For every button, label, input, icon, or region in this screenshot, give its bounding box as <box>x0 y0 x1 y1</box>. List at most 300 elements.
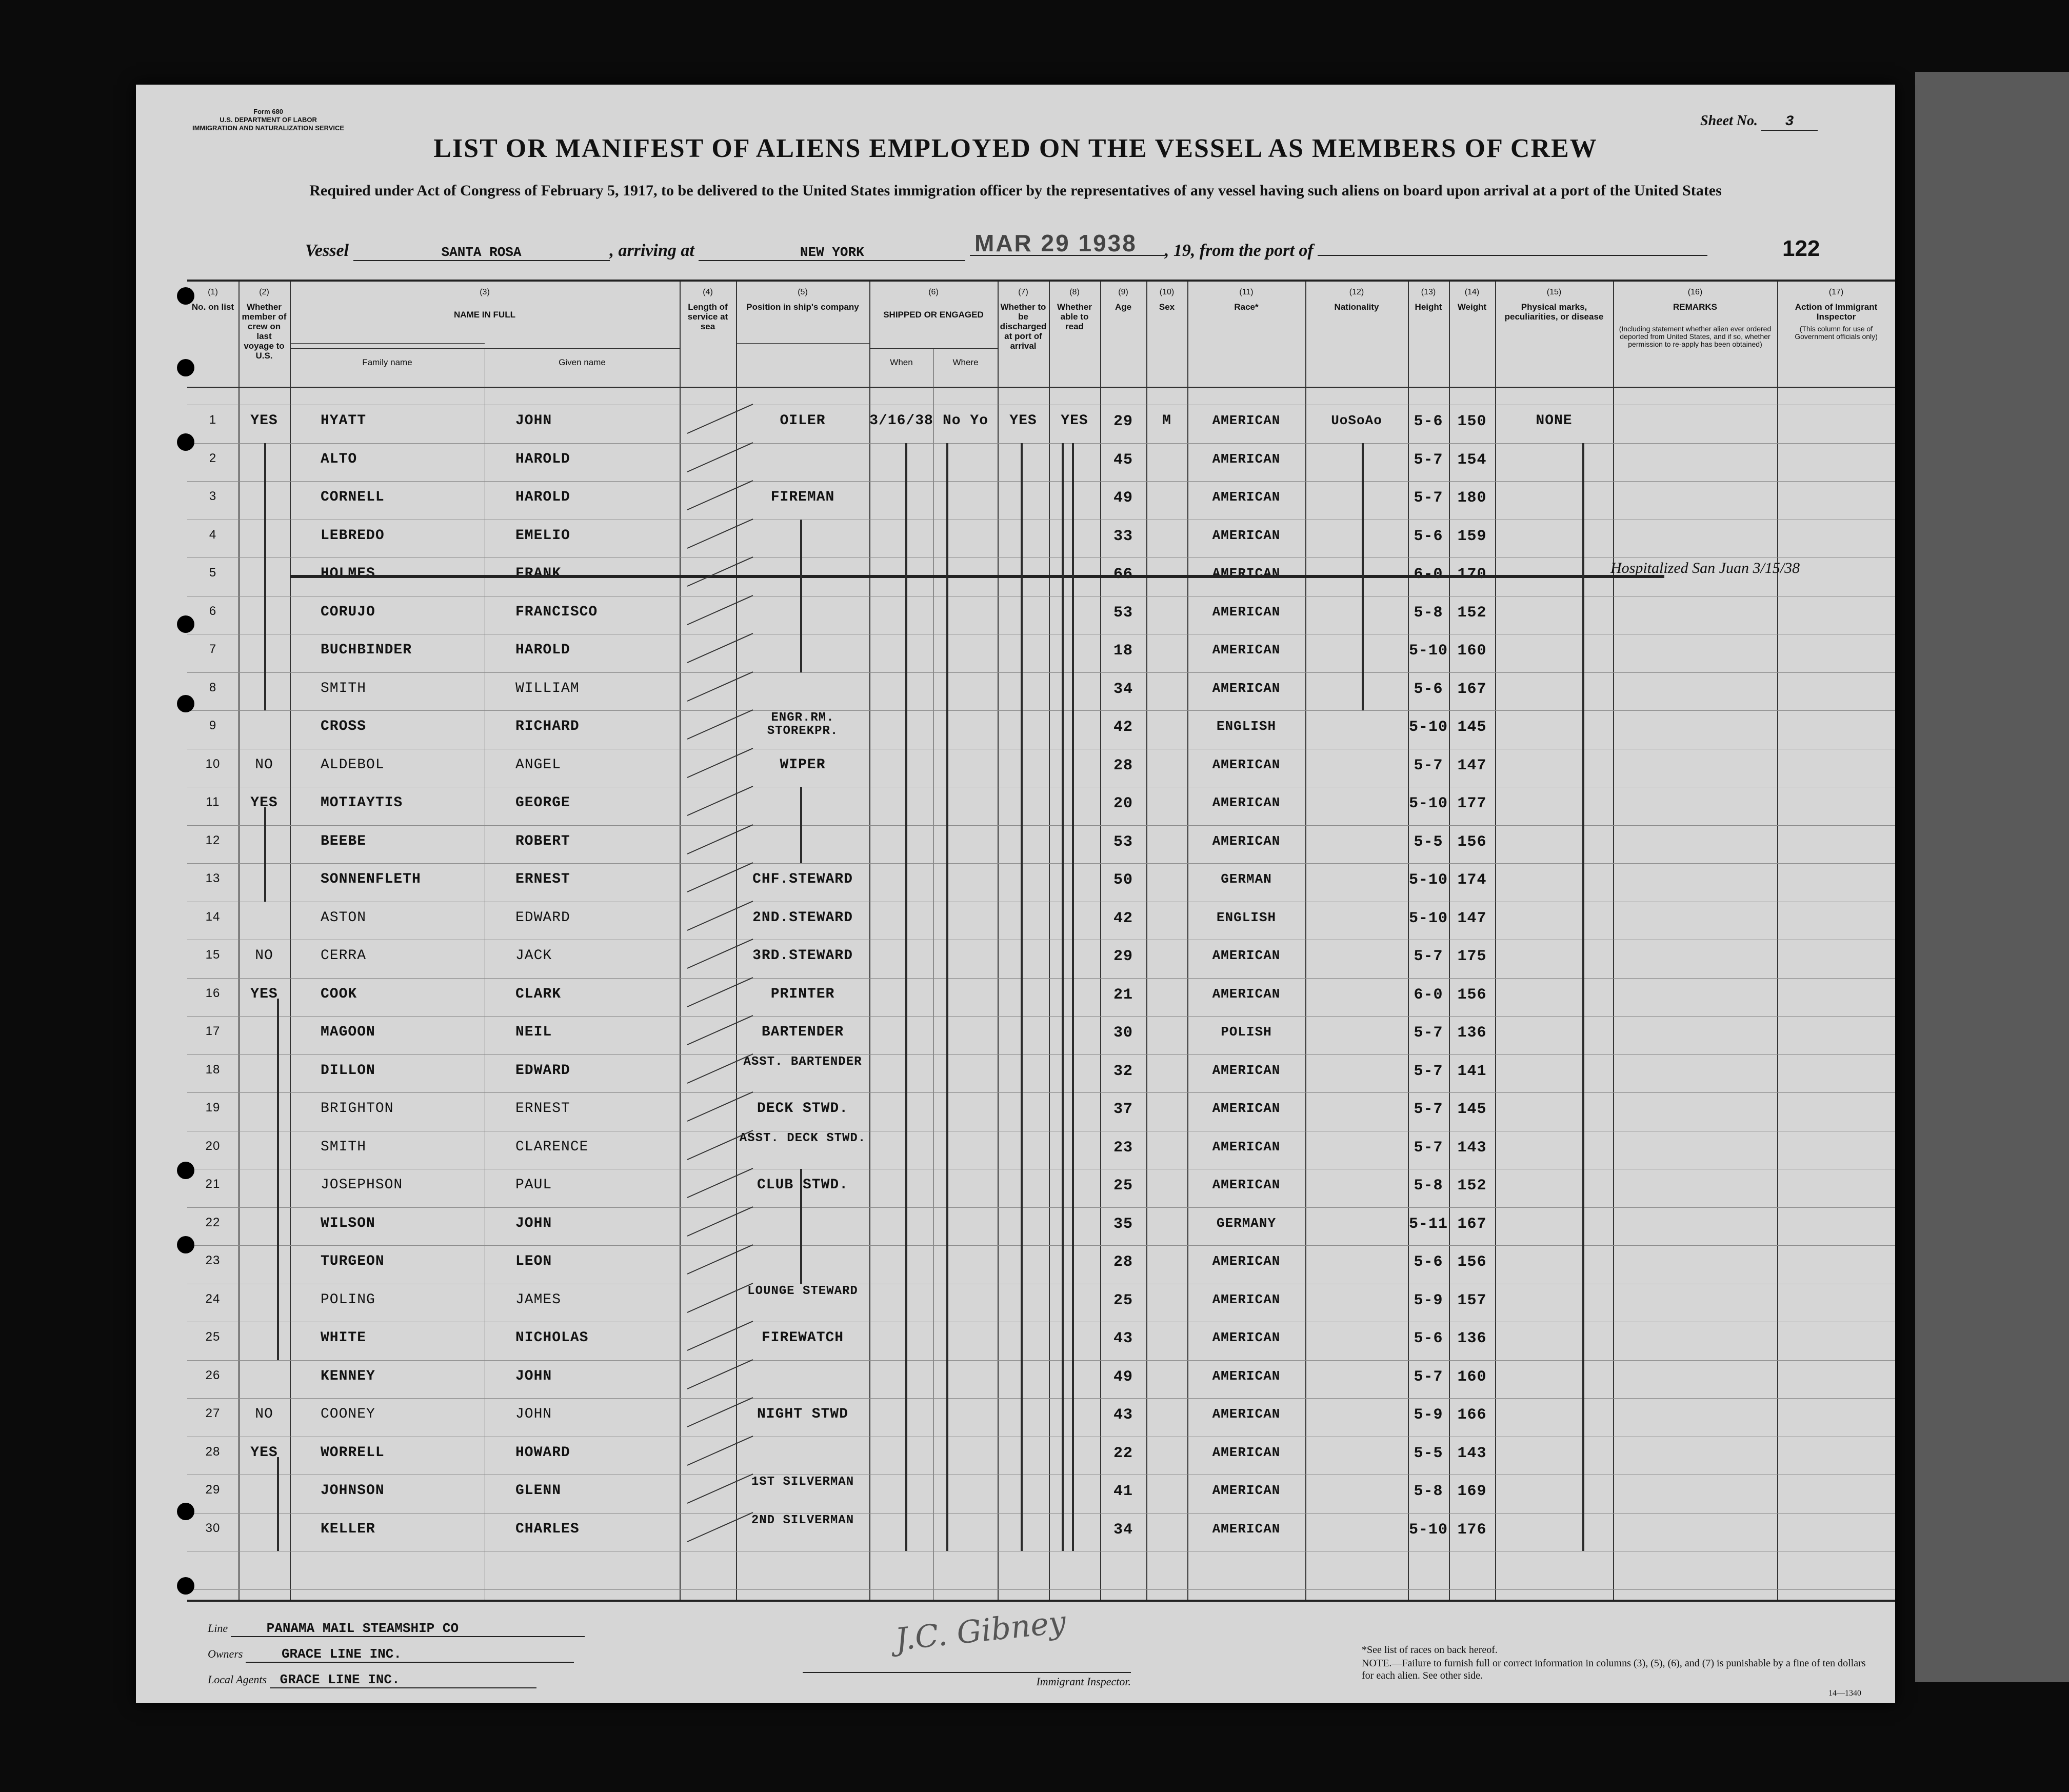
line-value: PANAMA MAIL STEAMSHIP CO <box>231 1621 585 1637</box>
column-number: (5) <box>798 288 808 296</box>
column-header: Age <box>1115 302 1132 312</box>
ditto-mark <box>277 1457 279 1551</box>
row-divider <box>187 481 1895 482</box>
cell-position: FIREWATCH <box>761 1330 844 1346</box>
cell-height: 5-7 <box>1414 1062 1443 1080</box>
owners-label: Owners <box>208 1647 243 1660</box>
cell-race: AMERICAN <box>1212 1101 1281 1116</box>
service-slash <box>687 1206 753 1237</box>
row-divider <box>187 1054 1895 1055</box>
cell-weight: 136 <box>1457 1024 1487 1042</box>
cell-height: 5-10 <box>1408 795 1448 812</box>
races-note: *See list of races on back hereof. <box>1362 1644 1498 1656</box>
punch-hole <box>177 1162 194 1179</box>
cell-weight: 147 <box>1457 756 1487 774</box>
column-divider <box>1495 282 1496 1600</box>
cell-given: HAROLD <box>515 642 570 658</box>
cell-height: 5-11 <box>1408 1215 1448 1233</box>
cell-crew: YES <box>250 986 278 1002</box>
header-separator <box>187 387 1895 388</box>
cell-race: POLISH <box>1221 1024 1272 1040</box>
row-divider <box>187 1245 1895 1246</box>
cell-family: WORRELL <box>321 1444 385 1461</box>
cell-family: HYATT <box>321 413 367 429</box>
cell-height: 5-10 <box>1408 1521 1448 1539</box>
cell-given: NEIL <box>515 1024 552 1040</box>
cell-weight: 143 <box>1457 1139 1487 1157</box>
cell-height: 5-8 <box>1414 1483 1443 1500</box>
cell-race: AMERICAN <box>1212 413 1281 428</box>
column-number: (9) <box>1118 288 1128 296</box>
page-subtitle: Required under Act of Congress of February 5, 1917, to be delivered to the United States immigration officer by the representatives of any vessel having such aliens on board upon arrival at a port of the United States <box>309 182 1722 199</box>
cell-given: EDWARD <box>515 1062 570 1079</box>
cell-race: AMERICAN <box>1212 1177 1281 1192</box>
service-slash <box>687 519 753 549</box>
cell-family: CORUJO <box>321 604 375 620</box>
cell-family: MAGOON <box>321 1024 375 1040</box>
column-number: (4) <box>703 288 713 296</box>
agents-label: Local Agents <box>208 1673 267 1686</box>
ditto-mark <box>1362 443 1364 711</box>
cell-family: KENNEY <box>321 1368 375 1384</box>
cell-height: 5-9 <box>1414 1291 1443 1309</box>
cell-position: OILER <box>780 413 826 429</box>
cell-age: 34 <box>1113 1521 1133 1539</box>
column-number: (8) <box>1069 288 1080 296</box>
cell-height: 5-10 <box>1408 871 1448 889</box>
cell-weight: 167 <box>1457 1215 1487 1233</box>
cell-age: 41 <box>1113 1483 1133 1500</box>
column-header: Height <box>1415 302 1442 312</box>
cell-weight: 145 <box>1457 719 1487 736</box>
row-divider <box>187 672 1895 673</box>
cell-weight: 154 <box>1457 451 1487 469</box>
ditto-mark <box>1062 443 1064 1551</box>
column-header: Length of service at sea <box>687 302 728 331</box>
cell-crew: NO <box>255 948 273 964</box>
cell-family: CORNELL <box>321 489 385 505</box>
cell-age: 25 <box>1113 1177 1133 1194</box>
column-header-note: (Including statement whether alien ever ordered deported from United States, and if so, whether permission to re-apply has been obtained) <box>1619 325 1772 348</box>
column-header: NAME IN FULL <box>454 310 515 320</box>
page-title: LIST OR MANIFEST OF ALIENS EMPLOYED ON THE VESSEL AS MEMBERS OF CREW <box>433 134 1598 163</box>
cell-age: 53 <box>1113 833 1133 851</box>
cell-family: ASTON <box>321 909 367 926</box>
footer-owners <box>208 1646 574 1663</box>
sheet-number <box>1700 113 1818 131</box>
cell-race: ENGLISH <box>1216 719 1277 734</box>
cell-given: CLARENCE <box>515 1139 589 1155</box>
row-divider <box>187 1398 1895 1399</box>
form-code: 14—1340 <box>1828 1689 1861 1698</box>
cell-height: 5-6 <box>1414 680 1443 698</box>
column-subheader: Where <box>952 357 979 367</box>
service-slash <box>687 824 753 854</box>
service-name: IMMIGRATION AND NATURALIZATION SERVICE <box>192 124 345 132</box>
cell-family: ALTO <box>321 451 357 467</box>
cell-age: 50 <box>1113 871 1133 889</box>
service-slash <box>687 556 753 587</box>
cell-family: ALDEBOL <box>321 756 385 773</box>
cell-given: JOHN <box>515 413 552 429</box>
punch-hole <box>177 1577 194 1595</box>
cell-age: 28 <box>1113 1253 1133 1271</box>
ditto-mark <box>905 443 907 1551</box>
column-divider <box>1146 282 1147 1600</box>
year-label: , 19 <box>1164 241 1191 260</box>
cell-position: NIGHT STWD <box>757 1406 849 1422</box>
cell-position: ASST. DECK STWD. <box>739 1131 866 1145</box>
cell-weight: 166 <box>1457 1406 1487 1424</box>
cell-given: ERNEST <box>515 1101 570 1117</box>
punch-hole <box>177 1236 194 1253</box>
vessel-name: SANTA ROSA <box>353 245 610 261</box>
column-header: SHIPPED OR ENGAGED <box>883 310 984 320</box>
from-port-label: , from the port of <box>1190 241 1314 260</box>
cell-family: COOK <box>321 986 357 1002</box>
cell-race: AMERICAN <box>1212 795 1281 810</box>
cell-given: HAROLD <box>515 489 570 505</box>
cell-age: 66 <box>1113 566 1133 583</box>
cell-height: 5-7 <box>1414 1139 1443 1157</box>
column-header: Action of Immigrant Inspector <box>1795 302 1878 322</box>
cell-weight: 156 <box>1457 986 1487 1004</box>
cell-given: NICHOLAS <box>515 1330 589 1346</box>
cell-family: LEBREDO <box>321 527 385 544</box>
ditto-mark <box>1021 443 1023 1551</box>
column-header: No. on list <box>191 302 234 312</box>
column-number: (15) <box>1546 288 1562 296</box>
punch-hole <box>177 1503 194 1520</box>
subheader-divider <box>869 348 998 349</box>
subheader-divider <box>736 343 869 344</box>
cell-weight: 160 <box>1457 642 1487 660</box>
cell-given: FRANCISCO <box>515 604 598 620</box>
column-subheader: Family name <box>362 357 412 367</box>
manifest-table <box>187 280 1895 1602</box>
cell-race: GERMAN <box>1221 871 1272 887</box>
cell-height: 5-5 <box>1414 833 1443 851</box>
cell-no: 12 <box>205 833 221 847</box>
cell-given: JOHN <box>515 1368 552 1384</box>
ditto-mark <box>946 443 948 1551</box>
column-header: Sex <box>1159 302 1175 312</box>
service-slash <box>687 633 753 663</box>
cell-race: AMERICAN <box>1212 1521 1281 1537</box>
row-divider <box>187 557 1895 558</box>
column-divider <box>1305 282 1306 1600</box>
cell-crew: YES <box>250 413 278 429</box>
cell-family: BUCHBINDER <box>321 642 412 658</box>
cell-weight: 159 <box>1457 527 1487 545</box>
cell-height: 5-8 <box>1414 604 1443 622</box>
column-divider <box>1449 282 1450 1600</box>
column-divider <box>869 282 870 1600</box>
column-header: Race* <box>1234 302 1259 312</box>
cell-given: LEON <box>515 1253 552 1269</box>
cell-height: 5-7 <box>1414 1024 1443 1042</box>
cell-position: 2ND SILVERMAN <box>751 1513 854 1527</box>
cell-no: 27 <box>205 1406 221 1420</box>
cell-no: 22 <box>205 1215 221 1229</box>
punch-hole <box>177 287 194 305</box>
punch-hole <box>177 433 194 451</box>
cell-given: PAUL <box>515 1177 552 1193</box>
cell-crew: YES <box>250 1444 278 1461</box>
cell-age: 37 <box>1113 1101 1133 1118</box>
cell-weight: 174 <box>1457 871 1487 889</box>
date-stamp: MAR 29 1938 <box>974 230 1137 256</box>
cell-position: WIPER <box>780 756 826 773</box>
cell-height: 5-7 <box>1414 1368 1443 1386</box>
service-slash <box>687 442 753 472</box>
ditto-mark <box>264 807 266 902</box>
cell-no: 7 <box>209 642 217 656</box>
inspector-line <box>803 1672 1131 1688</box>
cell-family: WHITE <box>321 1330 367 1346</box>
cell-no: 16 <box>205 986 221 1000</box>
row-divider <box>187 1513 1895 1514</box>
cell-family: MOTIAYTIS <box>321 795 403 811</box>
cell-no: 18 <box>205 1062 221 1077</box>
cell-no: 6 <box>209 604 217 618</box>
cell-no: 15 <box>205 948 221 962</box>
column-header: REMARKS <box>1673 302 1717 312</box>
cell-family: SONNENFLETH <box>321 871 421 887</box>
from-port-value <box>1318 255 1707 256</box>
sheet-label: Sheet No. <box>1700 113 1758 129</box>
cell-family: SMITH <box>321 680 367 696</box>
column-number: (17) <box>1828 288 1844 296</box>
cell-no: 3 <box>209 489 217 503</box>
subheader-divider <box>290 348 680 349</box>
cell-height: 5-6 <box>1414 1330 1443 1347</box>
row-divider <box>187 1207 1895 1208</box>
punch-hole <box>177 359 194 376</box>
cell-height: 5-7 <box>1414 451 1443 469</box>
cell-sex: M <box>1162 413 1171 429</box>
cell-family: TURGEON <box>321 1253 385 1269</box>
cell-nationality: UoSoAo <box>1331 413 1382 428</box>
cell-weight: 143 <box>1457 1444 1487 1462</box>
cell-weight: 150 <box>1457 413 1487 430</box>
cell-position: PRINTER <box>770 986 835 1002</box>
cell-race: AMERICAN <box>1212 986 1281 1002</box>
cell-race: AMERICAN <box>1212 833 1281 849</box>
cell-race: AMERICAN <box>1212 642 1281 658</box>
ditto-mark <box>1072 443 1074 1551</box>
cell-race: AMERICAN <box>1212 604 1281 620</box>
cell-race: AMERICAN <box>1212 527 1281 543</box>
row-divider <box>187 1016 1895 1017</box>
column-number: (1) <box>208 288 218 296</box>
cell-given: JOHN <box>515 1215 552 1231</box>
ditto-mark <box>1582 443 1584 1551</box>
cell-family: DILLON <box>321 1062 375 1079</box>
cell-position: FIREMAN <box>770 489 835 505</box>
cell-family: KELLER <box>321 1521 375 1537</box>
column-divider <box>1408 282 1409 1600</box>
manifest-sheet <box>136 85 1895 1703</box>
cell-family: WILSON <box>321 1215 375 1231</box>
cell-no: 29 <box>205 1483 221 1497</box>
column-divider <box>1049 282 1050 1600</box>
row-divider <box>187 978 1895 979</box>
cell-family: HOLMES <box>321 566 375 582</box>
row-divider <box>187 863 1895 864</box>
column-divider <box>1777 282 1778 1600</box>
cell-given: WILLIAM <box>515 680 580 696</box>
column-number: (16) <box>1687 288 1703 296</box>
cell-height: 5-6 <box>1414 413 1443 430</box>
cell-no: 24 <box>205 1291 221 1306</box>
sheet-value: 3 <box>1761 114 1818 131</box>
column-divider <box>1100 282 1101 1600</box>
column-number: (13) <box>1421 288 1436 296</box>
cell-race: AMERICAN <box>1212 756 1281 772</box>
cell-no: 10 <box>205 756 221 771</box>
cell-age: 43 <box>1113 1406 1133 1424</box>
column-number: (10) <box>1159 288 1175 296</box>
cell-height: 5-8 <box>1414 1177 1443 1194</box>
column-number: (6) <box>928 288 939 296</box>
cell-position: BARTENDER <box>761 1024 844 1040</box>
cell-given: ROBERT <box>515 833 570 849</box>
cell-race: GERMANY <box>1216 1215 1277 1231</box>
column-header: Nationality <box>1334 302 1379 312</box>
frame-number: 122 <box>1782 236 1820 261</box>
cell-given: CLARK <box>515 986 562 1002</box>
service-slash <box>687 671 753 702</box>
cell-no: 30 <box>205 1521 221 1535</box>
service-slash <box>687 595 753 625</box>
cell-position: ENGR.RM. STOREKPR. <box>767 711 839 738</box>
cell-given: JAMES <box>515 1291 562 1308</box>
cell-age: 43 <box>1113 1330 1133 1347</box>
cell-height: 5-6 <box>1414 527 1443 545</box>
cell-age: 33 <box>1113 527 1133 545</box>
cell-height: 5-6 <box>1414 1253 1443 1271</box>
owners-value: GRACE LINE INC. <box>246 1646 574 1663</box>
cell-weight: 156 <box>1457 833 1487 851</box>
cell-crew: NO <box>255 756 273 773</box>
cell-family: JOHNSON <box>321 1483 385 1499</box>
cell-weight: 136 <box>1457 1330 1487 1347</box>
column-header: Whether to be discharged at port of arrival <box>1000 302 1047 351</box>
cell-age: 42 <box>1113 909 1133 927</box>
cell-no: 28 <box>205 1444 221 1459</box>
punch-hole <box>177 695 194 712</box>
column-number: (3) <box>480 288 490 296</box>
cell-family: POLING <box>321 1291 375 1308</box>
cell-no: 2 <box>209 451 217 465</box>
cell-height: 6-0 <box>1414 566 1443 583</box>
cell-no: 26 <box>205 1368 221 1382</box>
cell-age: 25 <box>1113 1291 1133 1309</box>
cell-no: 25 <box>205 1330 221 1344</box>
cell-given: JOHN <box>515 1406 552 1422</box>
cell-age: 49 <box>1113 1368 1133 1386</box>
cell-weight: 160 <box>1457 1368 1487 1386</box>
subheader-divider <box>290 343 485 344</box>
column-number: (11) <box>1239 288 1254 296</box>
cell-weight: 152 <box>1457 1177 1487 1194</box>
column-header: Whether able to read <box>1057 302 1092 331</box>
cell-no: 17 <box>205 1024 221 1038</box>
cell-weight: 145 <box>1457 1101 1487 1118</box>
cell-weight: 170 <box>1457 566 1487 583</box>
column-header: Whether member of crew on last voyage to U.S. <box>242 302 287 361</box>
cell-race: AMERICAN <box>1212 1253 1281 1269</box>
cell-height: 5-10 <box>1408 719 1448 736</box>
cell-given: ANGEL <box>515 756 562 773</box>
cell-height: 5-7 <box>1414 948 1443 965</box>
cell-no: 8 <box>209 680 217 694</box>
cell-weight: 169 <box>1457 1483 1487 1500</box>
cell-race: AMERICAN <box>1212 1062 1281 1078</box>
cell-race: AMERICAN <box>1212 1406 1281 1422</box>
film-side-strip <box>1915 72 2069 1682</box>
service-slash <box>687 1359 753 1389</box>
ditto-mark <box>264 443 266 711</box>
cell-age: 18 <box>1113 642 1133 660</box>
cell-height: 5-10 <box>1408 909 1448 927</box>
cell-age: 21 <box>1113 986 1133 1004</box>
cell-no: 20 <box>205 1139 221 1153</box>
cell-position: ASST. BARTENDER <box>743 1054 862 1069</box>
service-slash <box>687 1244 753 1275</box>
cell-no: 9 <box>209 719 217 732</box>
cell-weight: 156 <box>1457 1253 1487 1271</box>
cell-crew: YES <box>250 795 278 811</box>
cell-family: CERRA <box>321 948 367 964</box>
column-number: (7) <box>1018 288 1028 296</box>
cell-when: 3/16/38 <box>869 413 933 429</box>
footer-agents <box>208 1672 536 1688</box>
cell-position: CHF.STEWARD <box>752 871 853 887</box>
cell-age: 32 <box>1113 1062 1133 1080</box>
cell-weight: 152 <box>1457 604 1487 622</box>
cell-age: 30 <box>1113 1024 1133 1042</box>
inspector-label: Immigrant Inspector. <box>1036 1675 1131 1688</box>
cell-given: CHARLES <box>515 1521 580 1537</box>
cell-weight: 176 <box>1457 1521 1487 1539</box>
cell-no: 11 <box>206 795 220 809</box>
cell-given: ERNEST <box>515 871 570 887</box>
cell-discharged: YES <box>1009 413 1037 429</box>
form-number: Form 680 <box>253 108 283 115</box>
cell-weight: 167 <box>1457 680 1487 698</box>
row-divider <box>187 710 1895 711</box>
column-subheader: When <box>890 357 913 367</box>
cell-position: 3RD.STEWARD <box>752 948 853 964</box>
cell-crew: NO <box>255 1406 273 1422</box>
cell-family: BRIGHTON <box>321 1101 394 1117</box>
cell-weight: 147 <box>1457 909 1487 927</box>
column-divider <box>998 282 999 1600</box>
column-header: Weight <box>1457 302 1487 312</box>
cell-marks: NONE <box>1536 413 1573 429</box>
column-number: (2) <box>259 288 269 296</box>
subcolumn-divider <box>933 348 934 1600</box>
cell-no: 21 <box>205 1177 221 1191</box>
cell-where: No Yo <box>942 413 988 429</box>
row-divider <box>187 1360 1895 1361</box>
arriving-port: NEW YORK <box>699 245 965 261</box>
cell-position: 2ND.STEWARD <box>752 909 853 926</box>
cell-weight: 177 <box>1457 795 1487 812</box>
row-divider <box>187 825 1895 826</box>
